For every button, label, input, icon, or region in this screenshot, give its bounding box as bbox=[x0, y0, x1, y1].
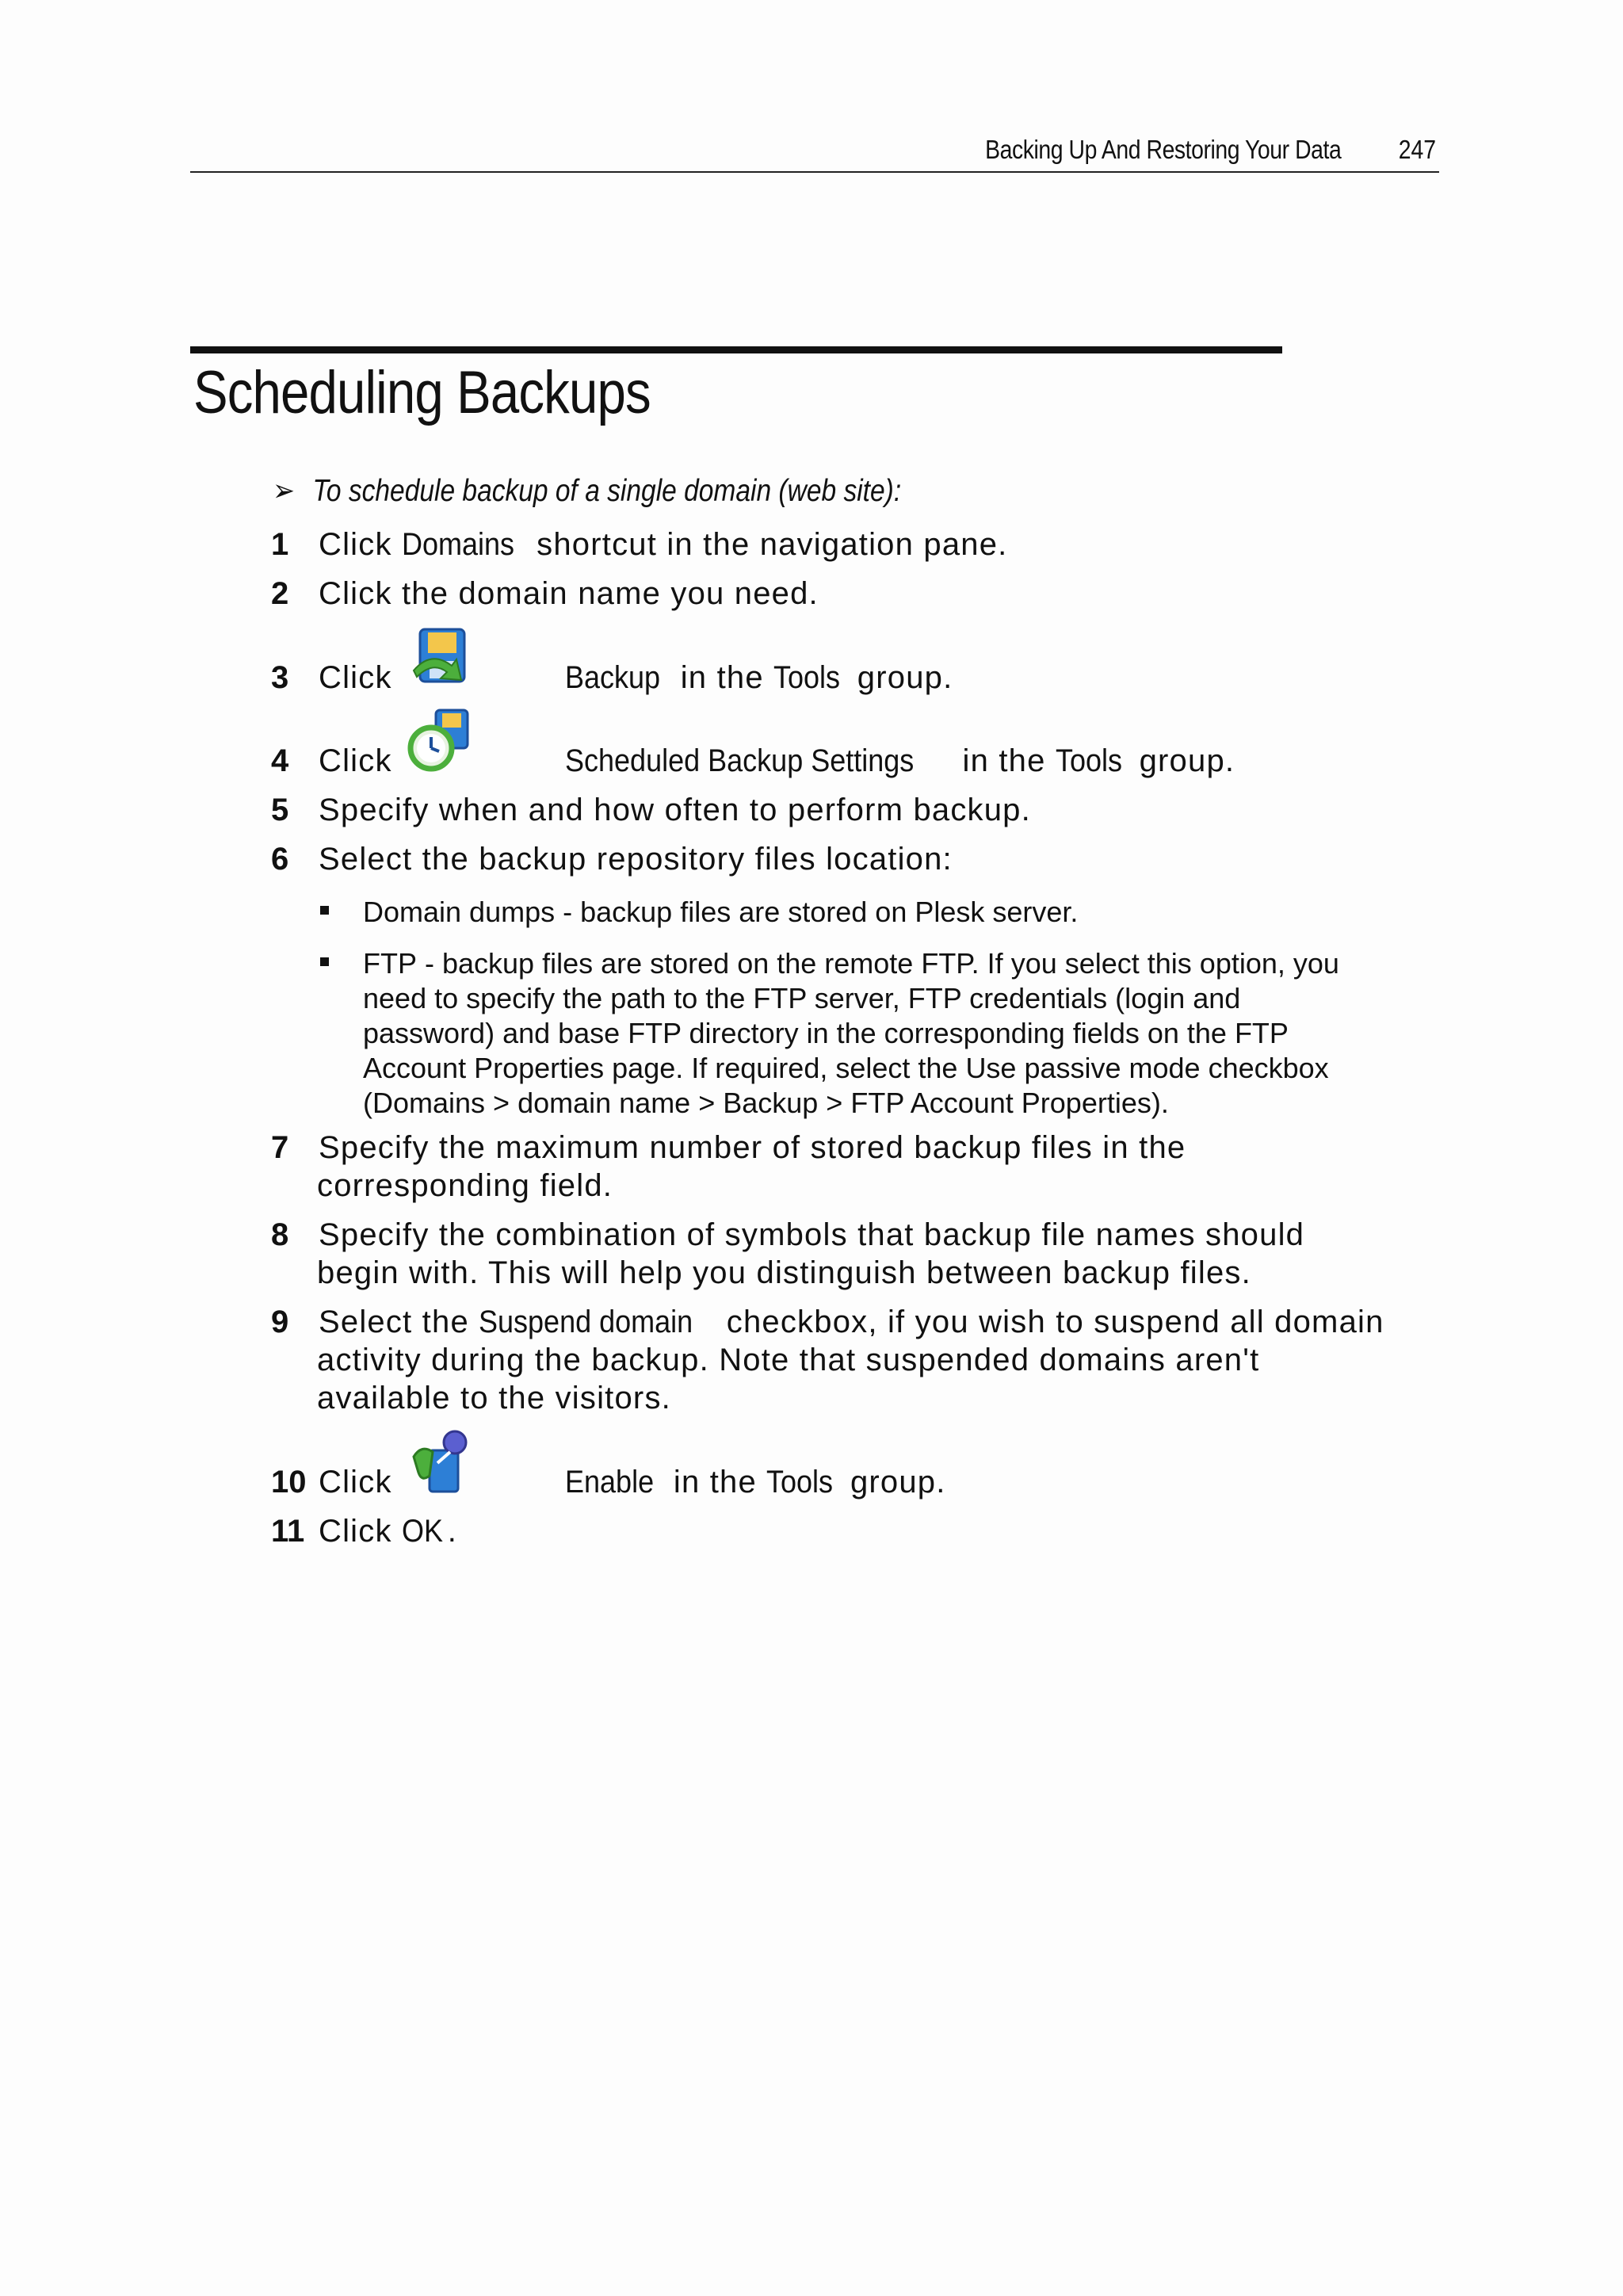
ui-label-backup: Backup bbox=[564, 660, 661, 695]
step-text: Specify when and how often to perform backup. bbox=[319, 793, 1031, 827]
step-number: 10 bbox=[271, 1465, 307, 1499]
step-number: 3 bbox=[271, 660, 289, 695]
square-bullet-icon bbox=[320, 957, 329, 966]
square-bullet-icon bbox=[320, 906, 329, 915]
step-number: 4 bbox=[271, 743, 289, 778]
page-number: 247 bbox=[1398, 135, 1436, 164]
step-number: 7 bbox=[271, 1130, 289, 1165]
step-text: Click Enable in the Tools group. bbox=[319, 1465, 946, 1499]
heading-rule bbox=[190, 346, 1282, 353]
ui-label-suspend-domain: Suspend domain bbox=[479, 1305, 693, 1339]
ui-label-use-passive-mode: Use passive mode bbox=[965, 1052, 1201, 1084]
step-number: 9 bbox=[271, 1305, 289, 1339]
step-text: Click Scheduled Backup Settings in the Tools group. bbox=[319, 743, 1235, 778]
step-text-line: activity during the backup. Note that suspended domains aren't bbox=[317, 1343, 1260, 1377]
bullet-text-line: password) and base FTP directory in the corresponding fields on the FTP bbox=[363, 1017, 1289, 1049]
step-text-line: corresponding field. bbox=[317, 1168, 613, 1203]
ui-label-tools: Tools bbox=[1055, 743, 1122, 778]
step-number: 2 bbox=[271, 576, 289, 611]
ui-label-ok: OK bbox=[401, 1514, 444, 1549]
ui-label-enable: Enable bbox=[564, 1465, 655, 1499]
step-number: 8 bbox=[271, 1217, 289, 1252]
step-text-line: Specify the combination of symbols that backup file names should bbox=[319, 1217, 1305, 1252]
running-header bbox=[190, 135, 1439, 173]
step-text-line: begin with. This will help you distinguish between backup files. bbox=[317, 1255, 1251, 1290]
bullet-text-line: FTP - backup files are stored on the remote FTP. If you select this option, you bbox=[363, 947, 1339, 980]
ui-label-domains: Domains bbox=[401, 527, 515, 562]
arrow-bullet-icon: ➢ bbox=[273, 474, 296, 508]
step-text-line: Specify the maximum number of stored backup files in the bbox=[319, 1130, 1186, 1165]
step-text: Click the domain name you need. bbox=[319, 576, 819, 611]
step-text: Click Backup in the Tools group. bbox=[319, 660, 953, 695]
ui-label-domain-dumps: Domain dumps bbox=[363, 896, 556, 928]
running-header-title: Backing Up And Restoring Your Data bbox=[984, 135, 1341, 164]
ui-label-tools: Tools bbox=[766, 1465, 834, 1499]
step-text-line: Select the Suspend domain checkbox, if you wish to suspend all domain bbox=[319, 1305, 1384, 1339]
page-title: Scheduling Backups bbox=[193, 359, 651, 426]
step-number: 5 bbox=[271, 793, 289, 827]
ui-path-ftp-account-properties: Domains > domain name > Backup > FTP Account Properties bbox=[372, 1087, 1151, 1119]
step-number: 11 bbox=[271, 1514, 305, 1549]
step-text: Select the backup repository files location: bbox=[319, 842, 953, 877]
ui-label-tools: Tools bbox=[773, 660, 841, 695]
step-text: Click Domains shortcut in the navigation pane. bbox=[319, 527, 1008, 562]
bullet-text: Domain dumps - backup files are stored on Plesk server. bbox=[363, 896, 1079, 928]
bullet-text-line: (Domains > domain name > Backup > FTP Account Properties). bbox=[363, 1087, 1169, 1119]
ui-label-account-properties: Account Properties bbox=[363, 1052, 605, 1084]
ui-label-ftp: FTP bbox=[1234, 1017, 1289, 1049]
procedure-intro bbox=[273, 473, 901, 509]
step-text: Click OK . bbox=[319, 1514, 458, 1549]
ui-label-ftp: FTP bbox=[363, 947, 417, 980]
procedure-intro-text: To schedule backup of a single domain (web site): bbox=[312, 474, 902, 508]
ui-label-scheduled-backup-settings: Scheduled Backup Settings bbox=[564, 743, 915, 778]
step-number: 1 bbox=[271, 527, 289, 562]
bullet-text-line: need to specify the path to the FTP server, FTP credentials (login and bbox=[363, 982, 1241, 1014]
step-number: 6 bbox=[271, 842, 289, 877]
bullet-text-line: Account Properties page. If required, select the Use passive mode checkbox bbox=[363, 1052, 1329, 1084]
step-text-line: available to the visitors. bbox=[317, 1381, 671, 1415]
